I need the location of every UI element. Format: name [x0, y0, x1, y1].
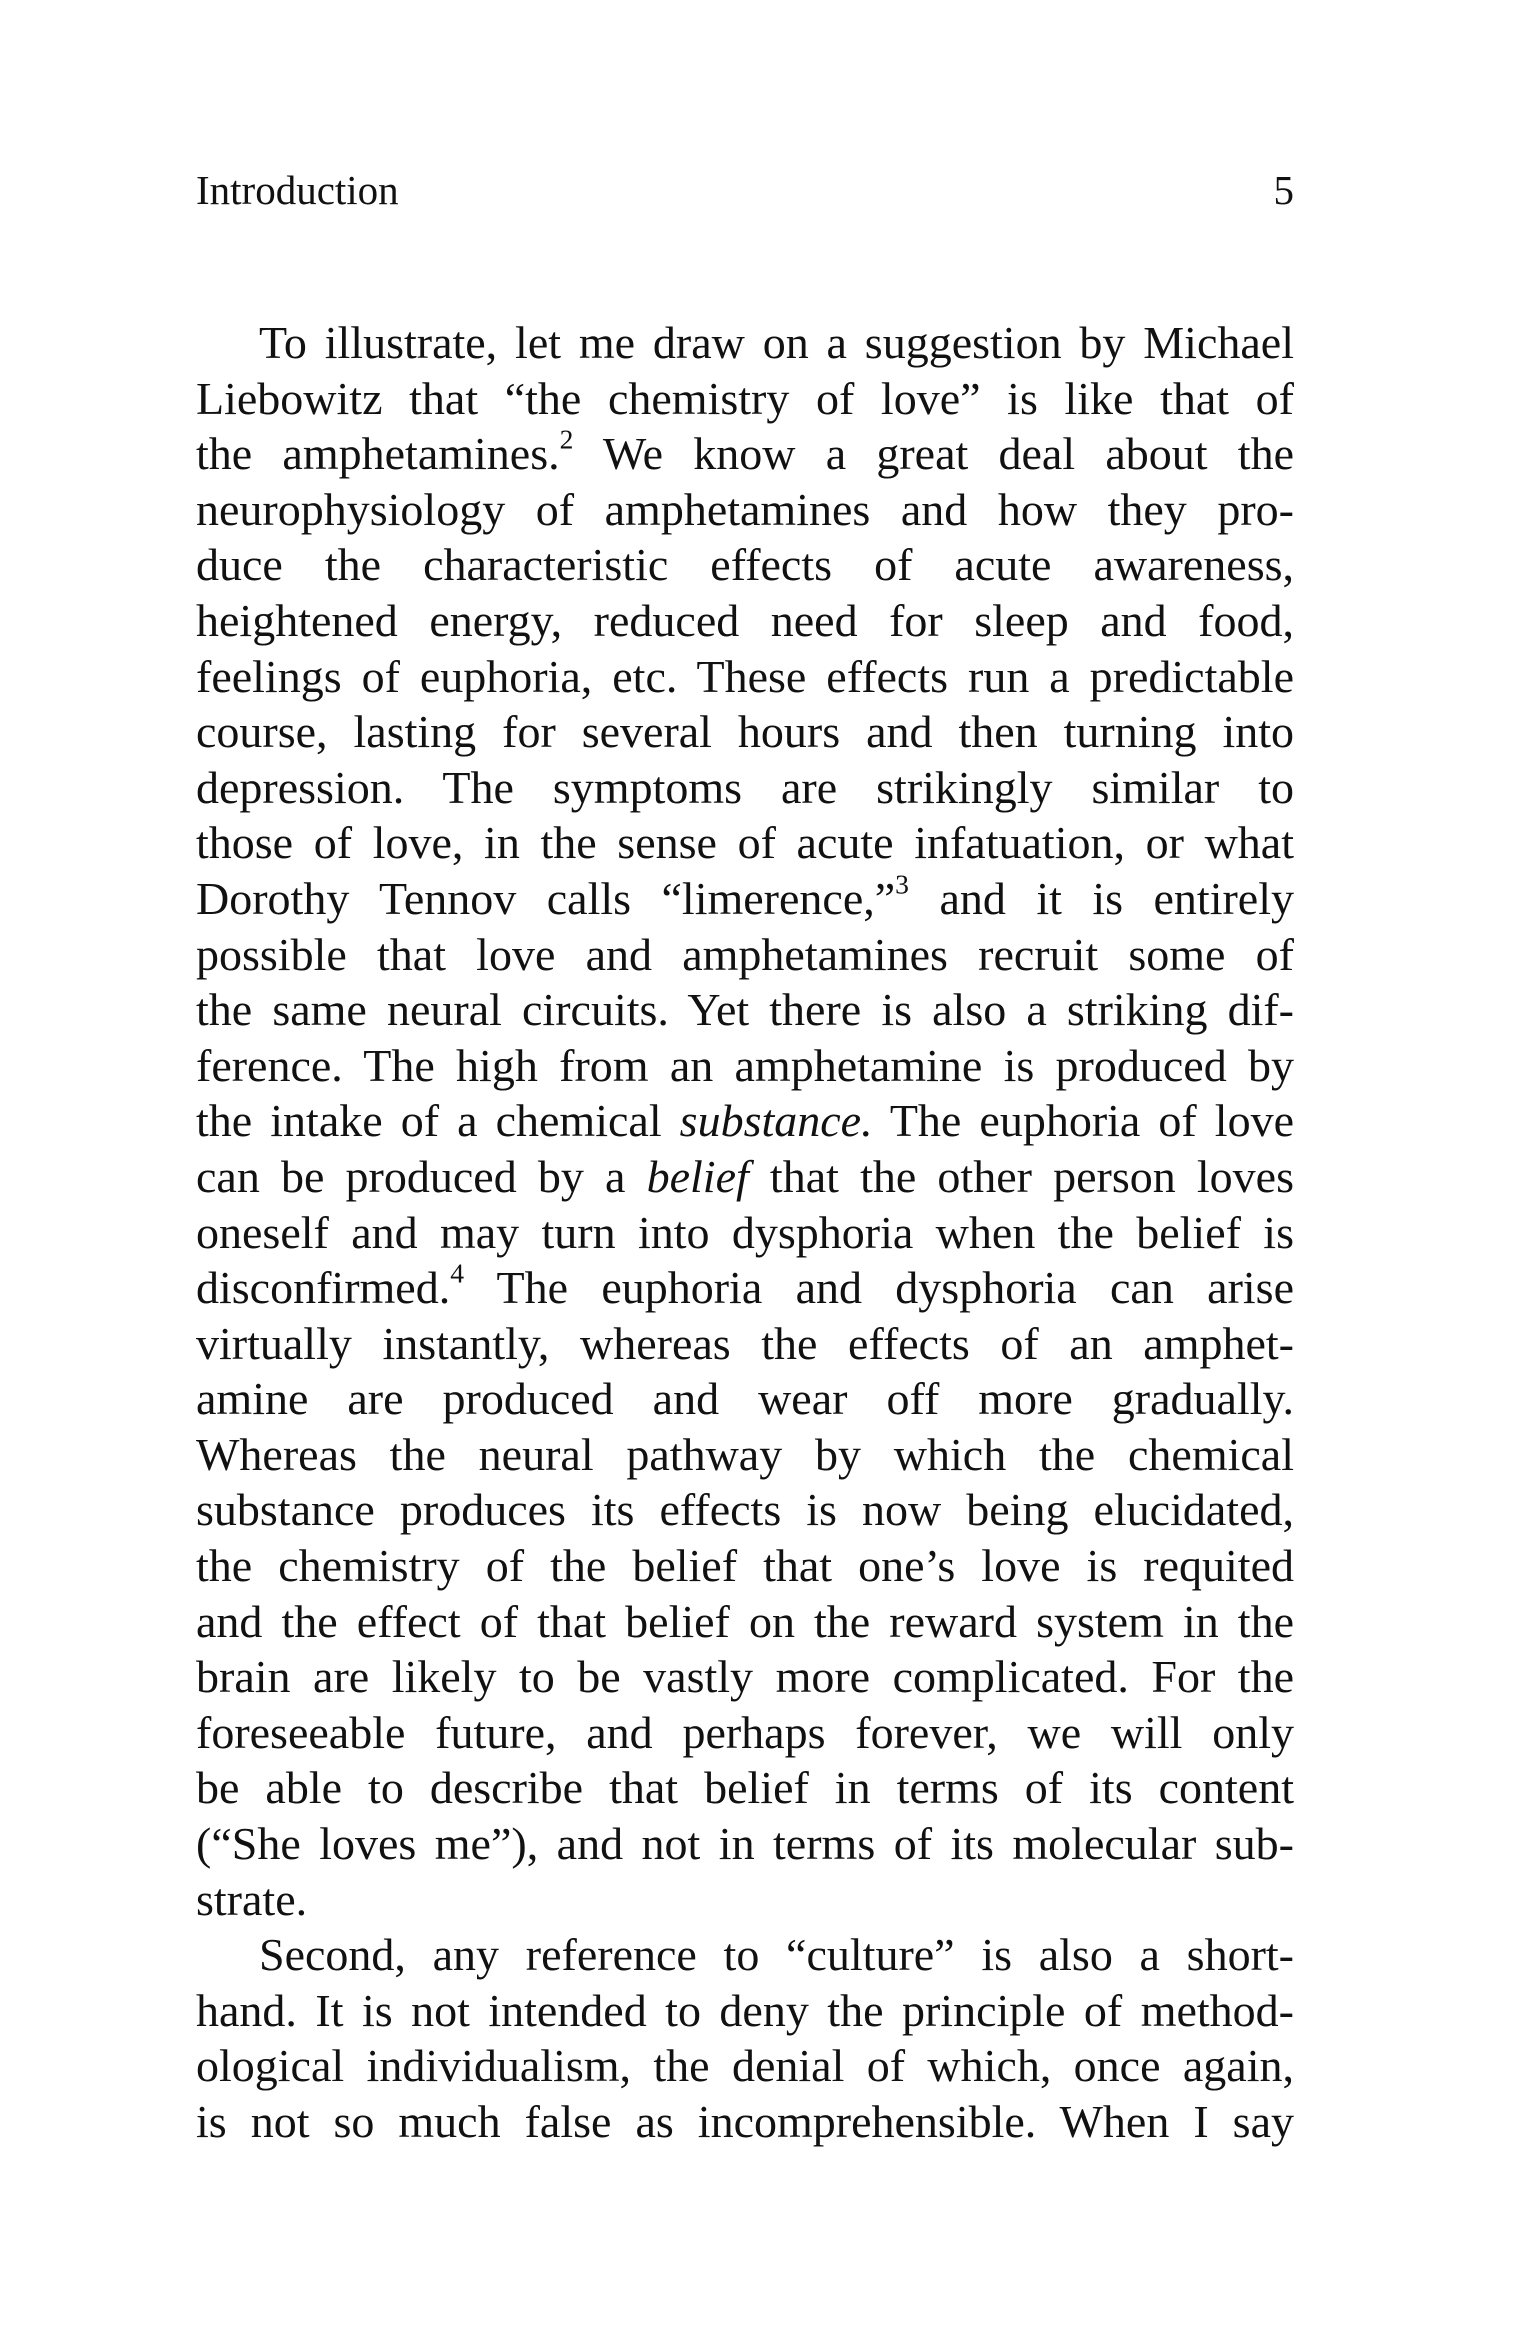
text-segment: The euphoria of love — [872, 1095, 1294, 1147]
page-number: 5 — [1273, 167, 1294, 213]
text-line: foreseeable future, and perhaps forever, we will only — [196, 1706, 1294, 1758]
text-line: the chemistry of the belief that one’s love is requited — [196, 1540, 1294, 1592]
text-segment: that the other person loves — [748, 1150, 1294, 1202]
footnote-marker: 4 — [450, 1257, 465, 1289]
footnote-marker: 2 — [559, 423, 574, 455]
text-segment: the intake of a chemical — [196, 1095, 680, 1147]
text-segment: The euphoria and dysphoria can arise — [464, 1262, 1294, 1314]
text-line — [196, 1257, 1294, 1316]
chapter-title: Introduction — [196, 167, 399, 213]
text-line: ference. The high from an amphetamine is produced by — [196, 1039, 1294, 1091]
text-segment: We know a great deal about the — [573, 428, 1295, 480]
footnote-marker: 3 — [895, 868, 909, 900]
text-line — [196, 868, 1295, 927]
text-line — [196, 423, 1295, 482]
text-line: be able to describe that belief in terms of its content — [196, 1762, 1294, 1814]
text-line — [196, 1093, 1294, 1149]
text-line: course, lasting for several hours and then turning into — [196, 706, 1294, 758]
emphasis: belief — [646, 1150, 749, 1202]
body-text — [196, 315, 1294, 2150]
text-line: brain are likely to be vastly more complicated. For the — [196, 1651, 1294, 1703]
text-line: neurophysiology of amphetamines and how they pro- — [196, 483, 1294, 535]
text-segment: the amphetamines. — [196, 428, 560, 480]
text-line: feelings of euphoria, etc. These effects run a predictable — [196, 650, 1294, 702]
text-line: heightened energy, reduced need for sleep and food, — [196, 594, 1294, 646]
text-line: is not so much false as incomprehensible. When I say — [196, 2096, 1294, 2147]
text-line: and the effect of that belief on the reward system in the — [196, 1595, 1294, 1647]
text-line: virtually instantly, whereas the effects of an amphet- — [196, 1317, 1294, 1369]
text-line: possible that love and amphetamines recruit some of — [196, 928, 1294, 980]
text-line: Second, any reference to “culture” is also a short- — [259, 1929, 1294, 1981]
text-segment: Dorothy Tennov calls “limerence,” — [196, 872, 896, 924]
text-line: Whereas the neural pathway by which the chemical — [196, 1428, 1294, 1480]
text-segment: can be produced by a — [196, 1150, 647, 1202]
running-head — [196, 160, 1294, 220]
text-line: strate. — [196, 1873, 308, 1925]
text-line: those of love, in the sense of acute infatuation, or what — [196, 817, 1294, 869]
paragraph — [196, 1927, 1294, 2149]
text-line: amine are produced and wear off more gradually. — [196, 1373, 1294, 1425]
text-line: Liebowitz that “the chemistry of love” is like that of — [196, 372, 1294, 424]
text-line: (“She loves me”), and not in terms of its molecular sub- — [196, 1818, 1294, 1870]
text-line: depression. The symptoms are strikingly similar to — [196, 761, 1294, 813]
text-line: substance produces its effects is now being elucidated, — [196, 1484, 1294, 1536]
text-line: To illustrate, let me draw on a suggestion by Michael — [259, 317, 1294, 368]
text-segment: and it is entirely — [908, 872, 1295, 924]
text-line — [196, 1149, 1294, 1205]
text-line: the same neural circuits. Yet there is also a striking dif- — [196, 984, 1294, 1036]
emphasis: substance. — [679, 1095, 873, 1147]
text-segment: disconfirmed. — [196, 1262, 451, 1314]
text-line: duce the characteristic effects of acute awareness, — [196, 539, 1294, 591]
text-line: oneself and may turn into dysphoria when the belief is — [196, 1206, 1294, 1258]
text-line: hand. It is not intended to deny the principle of method- — [196, 1984, 1294, 2036]
text-line: ological individualism, the denial of which, once again, — [196, 2040, 1294, 2092]
paragraph — [196, 315, 1294, 1927]
